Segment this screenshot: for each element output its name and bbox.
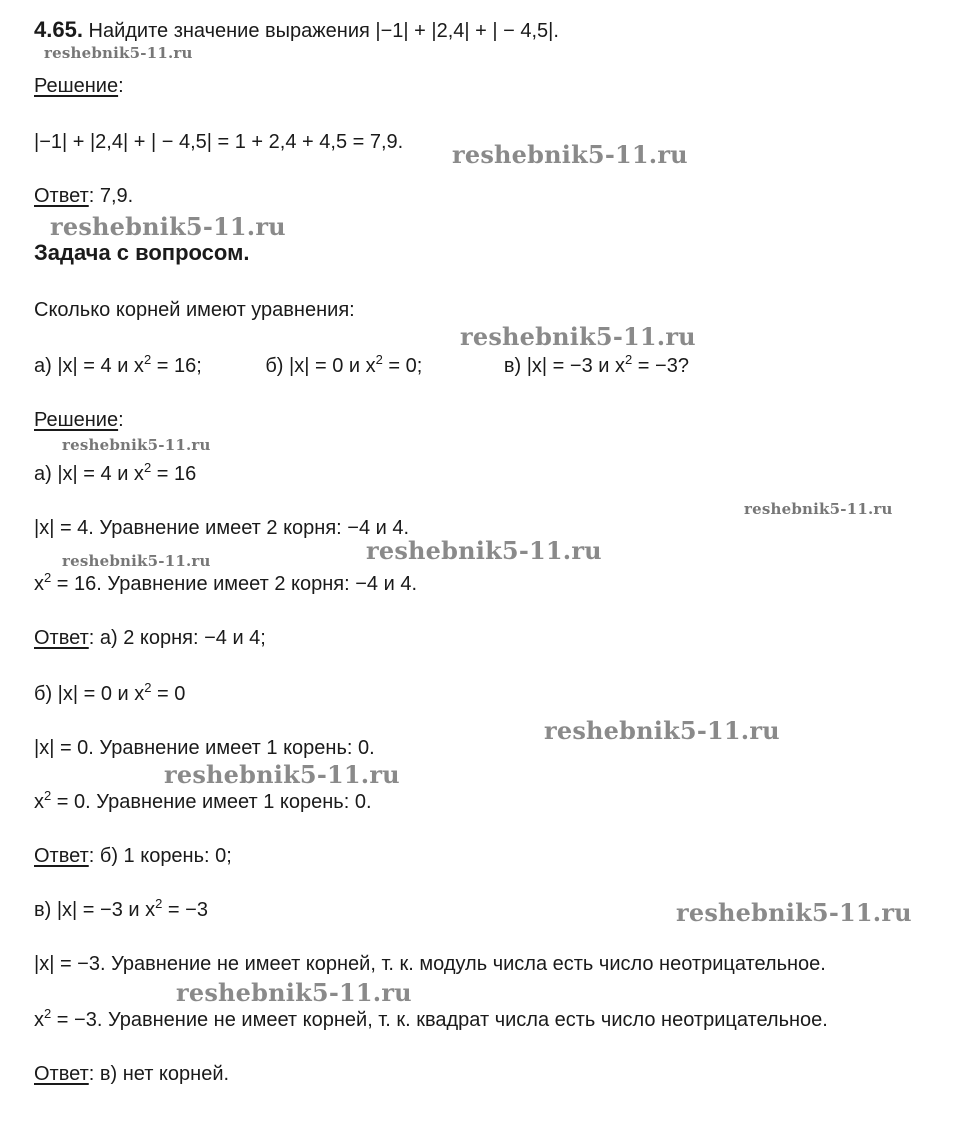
case-b-left: б) |x| = 0 и x	[34, 683, 145, 705]
answer-value: : 7,9.	[88, 185, 134, 207]
solution-heading-2	[34, 408, 124, 432]
case-a-heading	[34, 462, 196, 486]
var-x: x	[34, 573, 44, 595]
equation-a-right: = 16;	[151, 355, 202, 377]
watermark: reshebnik5-11.ru	[452, 140, 688, 169]
answer-label: Ответ	[34, 627, 89, 649]
watermark: reshebnik5-11.ru	[62, 552, 211, 570]
watermark: reshebnik5-11.ru	[44, 44, 193, 62]
var-x: x	[34, 1009, 44, 1031]
exponent: 2	[143, 460, 152, 475]
answer-label: Ответ	[34, 1063, 89, 1085]
case-b-heading	[34, 682, 185, 706]
case-c-line1: |x| = −3. Уравнение не имеет корней, т. к. модуль числа есть число неотрицательное.	[34, 953, 826, 975]
exponent: 2	[375, 352, 383, 367]
calculation-line: |−1| + |2,4| + | − 4,5| = 1 + 2,4 + 4,5 = 7,9.	[34, 131, 404, 153]
case-b-right: = 0	[151, 683, 186, 705]
case-a-right: = 16	[151, 463, 197, 485]
watermark: reshebnik5-11.ru	[744, 500, 893, 518]
answer-a	[34, 626, 266, 650]
problem-header	[34, 18, 559, 43]
equation-b-right: = 0;	[382, 355, 423, 377]
case-a-line2	[34, 572, 417, 596]
solution-label: Решение	[34, 75, 119, 97]
exponent: 2	[44, 570, 52, 585]
equation-b-left: б) |x| = 0 и x	[265, 355, 376, 377]
answer-1	[34, 184, 133, 208]
equation-c	[503, 352, 689, 377]
equation-c-left: в) |x| = −3 и x	[503, 355, 626, 377]
exponent: 2	[625, 352, 633, 367]
watermark: reshebnik5-11.ru	[176, 978, 412, 1007]
answer-b	[34, 844, 232, 868]
case-b-line2	[34, 790, 372, 814]
solution-label: Решение	[34, 409, 119, 431]
case-c-line2-text: = −3. Уравнение не имеет корней, т. к. квадрат числа есть число неотрицательное.	[51, 1009, 828, 1031]
case-c-left: в) |x| = −3 и x	[34, 899, 156, 921]
watermark: reshebnik5-11.ru	[460, 322, 696, 351]
answer-value: : в) нет корней.	[88, 1063, 230, 1085]
solution-colon: :	[118, 75, 124, 97]
exponent: 2	[44, 788, 52, 803]
answer-label: Ответ	[34, 845, 89, 867]
task-equations	[34, 354, 689, 378]
case-c-line2	[34, 1008, 828, 1032]
var-x: x	[34, 791, 44, 813]
exponent: 2	[155, 896, 163, 911]
case-c-heading	[34, 898, 208, 922]
answer-c	[34, 1062, 229, 1086]
solution-colon: :	[118, 409, 124, 431]
watermark: reshebnik5-11.ru	[50, 212, 286, 241]
equation-a-left: а) |x| = 4 и x	[34, 355, 144, 377]
exponent: 2	[44, 1006, 52, 1021]
watermark: reshebnik5-11.ru	[366, 536, 602, 565]
case-a-line2-text: = 16. Уравнение имеет 2 корня: −4 и 4.	[51, 573, 418, 595]
task-question: Сколько корней имеют уравнения:	[34, 299, 355, 321]
equation-a	[34, 352, 202, 377]
watermark: reshebnik5-11.ru	[62, 436, 211, 454]
case-b-line1: |x| = 0. Уравнение имеет 1 корень: 0.	[34, 737, 375, 759]
task-title: Задача с вопросом.	[34, 240, 250, 265]
exponent: 2	[144, 680, 152, 695]
solution-heading-1	[34, 74, 124, 98]
watermark: reshebnik5-11.ru	[164, 760, 400, 789]
exponent: 2	[143, 352, 152, 367]
problem-statement: Найдите значение выражения |−1| + |2,4| + | − 4,5|.	[88, 20, 559, 42]
answer-value: : б) 1 корень: 0;	[88, 845, 232, 867]
equation-c-right: = −3?	[632, 355, 689, 377]
equation-b	[265, 352, 423, 377]
case-a-left: а) |x| = 4 и x	[34, 463, 144, 485]
answer-value: : а) 2 корня: −4 и 4;	[88, 627, 266, 649]
watermark: reshebnik5-11.ru	[544, 716, 780, 745]
problem-number: 4.65.	[34, 17, 83, 42]
case-a-line1: |x| = 4. Уравнение имеет 2 корня: −4 и 4.	[34, 517, 410, 539]
case-b-line2-text: = 0. Уравнение имеет 1 корень: 0.	[51, 791, 372, 813]
answer-label: Ответ	[34, 185, 89, 207]
watermark: reshebnik5-11.ru	[676, 898, 912, 927]
case-c-right: = −3	[162, 899, 208, 921]
